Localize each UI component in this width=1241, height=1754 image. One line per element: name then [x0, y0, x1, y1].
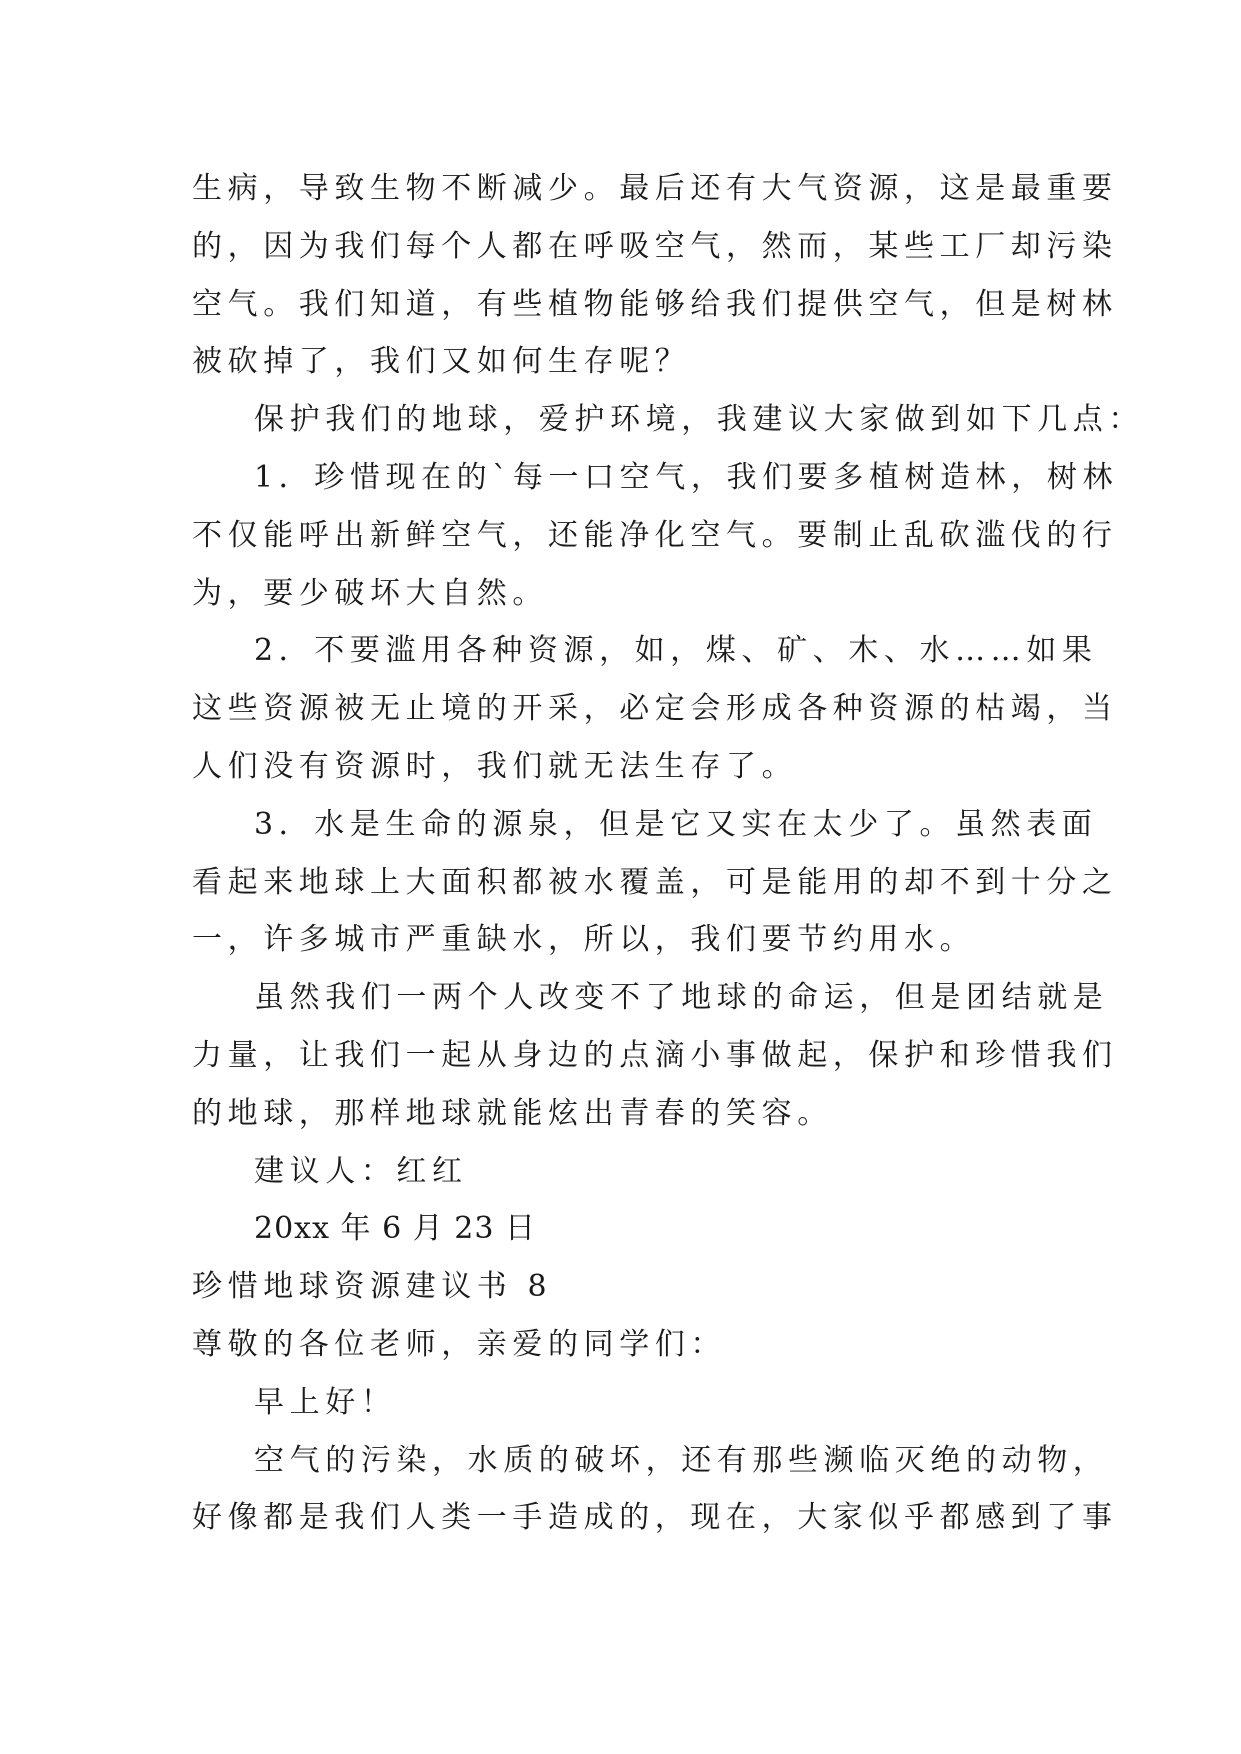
paragraph-line: 生病，导致生物不断减少。最后还有大气资源，这是最重要 — [192, 171, 1118, 206]
paragraph-line: 看起来地球上大面积都被水覆盖，可是能用的却不到十分之 — [192, 864, 1118, 900]
paragraph-line: 一，许多城市严重缺水，所以，我们要节约用水。 — [192, 922, 976, 958]
paragraph-line: 被砍掉了，我们又如何生存呢？ — [192, 344, 691, 380]
list-item-3: 3．水是生命的源泉，但是它又实在太少了。虽然表面 — [254, 806, 1098, 842]
paragraph-line: 的地球，那样地球就能炫出青春的笑容。 — [192, 1095, 833, 1131]
paragraph-line: 空气的污染，水质的破坏，还有那些濒临灭绝的动物， — [254, 1442, 1109, 1478]
paragraph-line: 为，要少破坏大自然。 — [192, 575, 548, 611]
paragraph-line: 保护我们的地球，爱护环境，我建议大家做到如下几点： — [254, 402, 1144, 438]
paragraph-line: 人们没有资源时，我们就无法生存了。 — [192, 748, 798, 784]
salutation-line: 尊敬的各位老师，亲爱的同学们： — [192, 1326, 726, 1362]
list-item-1: 1．珍惜现在的`每一口空气，我们要多植树造林，树林 — [254, 459, 1119, 495]
paragraph-line: 的，因为我们每个人都在呼吸空气，然而，某些工厂却污染 — [192, 228, 1118, 264]
paragraph-line: 虽然我们一两个人改变不了地球的命运，但是团结就是 — [254, 980, 1109, 1016]
greeting-line: 早上好！ — [254, 1384, 397, 1420]
section-title: 珍惜地球资源建议书 8 — [192, 1269, 553, 1305]
list-item-2: 2．不要滥用各种资源，如，煤、矿、木、水……如果 — [254, 633, 1098, 669]
paragraph-line: 空气。我们知道，有些植物能够给我们提供空气，但是树林 — [192, 286, 1118, 322]
document-body — [192, 160, 1144, 1547]
paragraph-line: 好像都是我们人类一手造成的，现在，大家似乎都感到了事 — [192, 1500, 1118, 1536]
paragraph-line: 力量，让我们一起从身边的点滴小事做起，保护和珍惜我们 — [192, 1037, 1118, 1073]
signature-line: 建议人：红红 — [254, 1153, 468, 1189]
paragraph-line: 不仅能呼出新鲜空气，还能净化空气。要制止乱砍滥伐的行 — [192, 517, 1118, 553]
date-line: 20xx 年 6 月 23 日 — [254, 1211, 536, 1247]
paragraph-line: 这些资源被无止境的开采，必定会形成各种资源的枯竭，当 — [192, 691, 1118, 727]
